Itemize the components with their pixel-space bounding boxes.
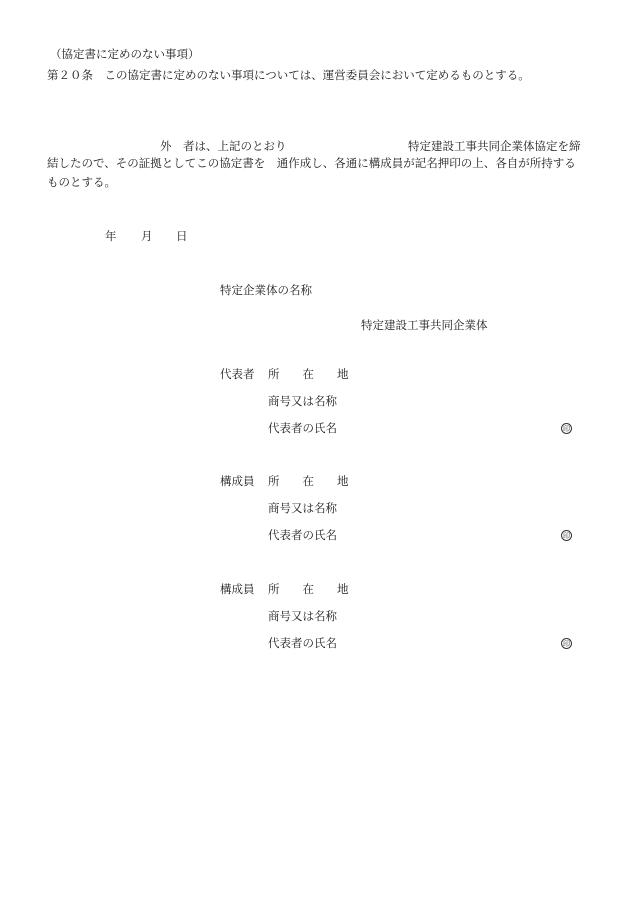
party-rep-label: 代表者の氏名 [268,421,337,435]
party-address-label: 所 在 地 [268,582,349,596]
seal-mark: 印 [563,532,570,540]
party-role: 構成員 [220,474,255,488]
party-company-label: 商号又は名称 [268,501,337,515]
seal-mark: 印 [563,425,570,433]
date-month: 月 [141,229,153,243]
seal-mark: 印 [563,640,570,648]
party-rep-label: 代表者の氏名 [268,636,337,650]
closing-line-2: 結したので、その証拠としてこの協定書を 通作成し、各通に構成員が記名押印の上、各自が所持する [47,156,576,170]
party-role: 構成員 [220,582,255,596]
date-year: 年 [105,229,117,243]
jv-name-label: 特定企業体の名称 [220,283,312,297]
closing-line-1a: 外 者は、上記のとおり [160,139,287,153]
party-rep-label: 代表者の氏名 [268,528,337,542]
party-company-label: 商号又は名称 [268,609,337,623]
article-heading: （協定書に定めのない事項） [50,47,200,61]
closing-line-1b: 特定建設工事共同企業体協定を締 [408,139,581,153]
party-address-label: 所 在 地 [268,367,349,381]
article-20-text: 第２０条 この協定書に定めのない事項については、運営委員会において定めるものとする。 [47,68,530,82]
party-company-label: 商号又は名称 [268,394,337,408]
party-address-label: 所 在 地 [268,474,349,488]
date-day: 日 [176,229,188,243]
jv-name-value: 特定建設工事共同企業体 [361,318,488,332]
party-role: 代表者 [220,367,255,381]
closing-line-3: ものとする。 [47,175,116,189]
